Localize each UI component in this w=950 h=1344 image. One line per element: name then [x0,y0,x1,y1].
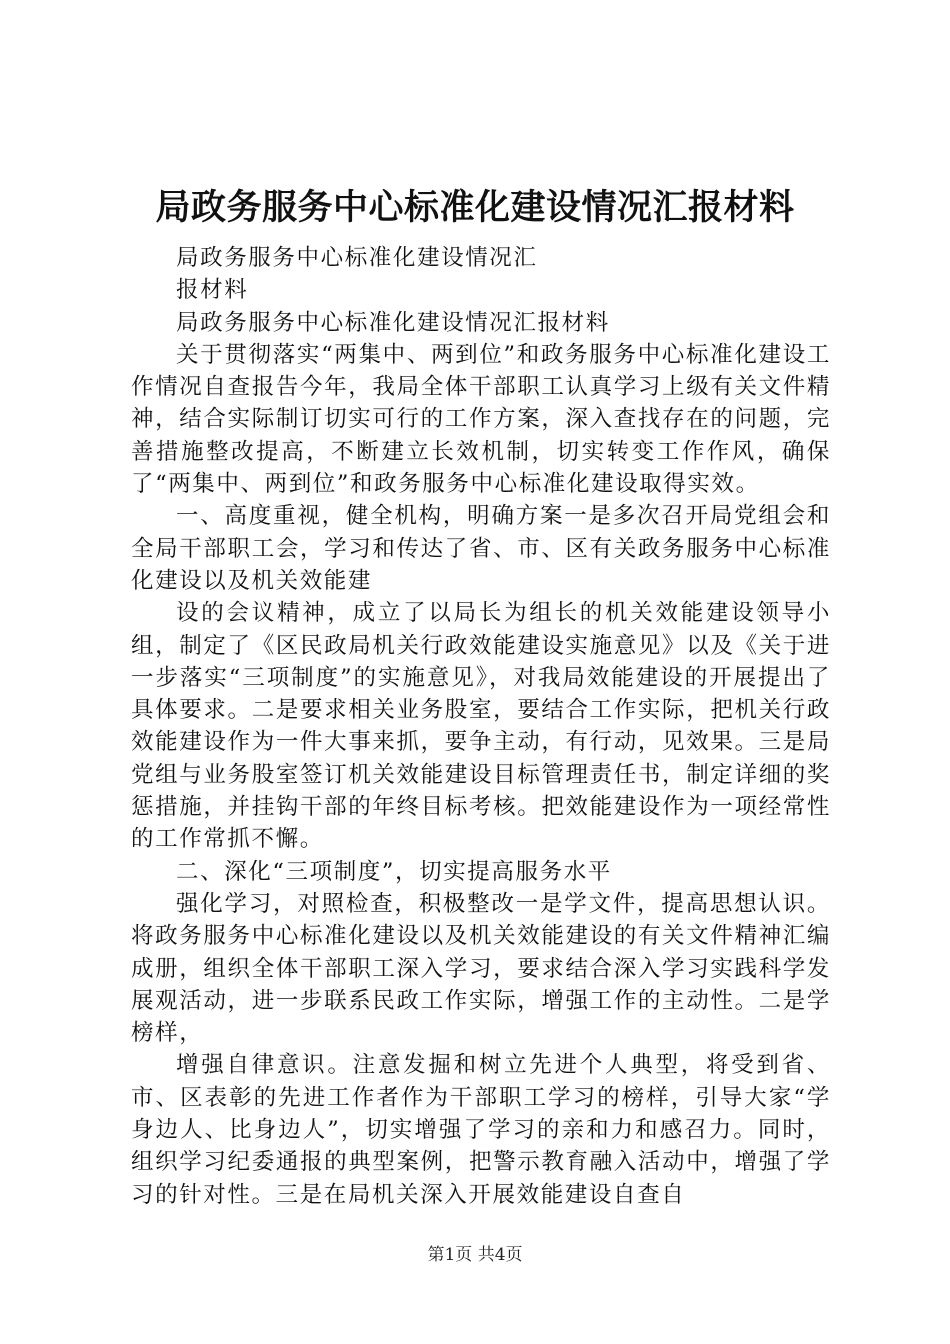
paragraph: 二、深化“三项制度”，切实提高服务水平 [176,858,612,885]
document-title: 局政务服务中心标准化建设情况汇报材料 [155,188,795,228]
paragraph: 局政务服务中心标准化建设情况汇 [176,245,538,271]
paragraph: 强化学习，对照检查，积极整改一是学文件，提高思想认识。将政务服务中心标准化建设以及机关效能建设的有关文件精神汇编成册，组织全体干部职工深入学习，要求结合深入学习实践科学发展观活动，进一步联系民政工作实际，增强工作的主动性。二是学榜样， [131,890,831,1047]
paragraph: 设的会议精神，成立了以局长为组长的机关效能建设领导小组，制定了《区民政局机关行政效能建设实施意见》以及《关于进一步落实“三项制度”的实施意见》，对我局效能建设的开展提出了具体要求。二是要求相关业务股室，要结合工作实际，把机关行政效能建设作为一件大事来抓，要争主动，有行动，见效果。三是局党组与业务股室签订机关效能建设目标管理责任书，制定详细的奖惩措施，并挂钩干部的年终目标考核。把效能建设作为一项经常性的工作常抓不懈。 [131,600,831,853]
paragraph: 一、高度重视，健全机构，明确方案一是多次召开局党组会和全局干部职工会，学习和传达了省、市、区有关政务服务中心标准化建设以及机关效能建 [131,503,831,594]
page-number-footer: 第1页 共4页 [427,1245,523,1265]
paragraph: 增强自律意识。注意发掘和树立先进个人典型，将受到省、市、区表彰的先进工作者作为干部职工学习的榜样，引导大家“学身边人、比身边人”，切实增强了学习的亲和力和感召力。同时，组织学习纪委通报的典型案例，把警示教育融入活动中，增强了学习的针对性。三是在局机关深入开展效能建设自查自 [131,1052,831,1208]
paragraph: 关于贯彻落实“两集中、两到位”和政务服务中心标准化建设工作情况自查报告今年，我局全体干部职工认真学习上级有关文件精神，结合实际制订切实可行的工作方案，深入查找存在的问题，完善措施整改提高，不断建立长效机制，切实转变工作作风，确保了“两集中、两到位”和政务服务中心标准化建设取得实效。 [131,341,831,498]
paragraph: 报材料 [176,277,249,304]
document-body [131,242,831,1211]
paragraph: 局政务服务中心标准化建设情况汇报材料 [176,309,610,336]
